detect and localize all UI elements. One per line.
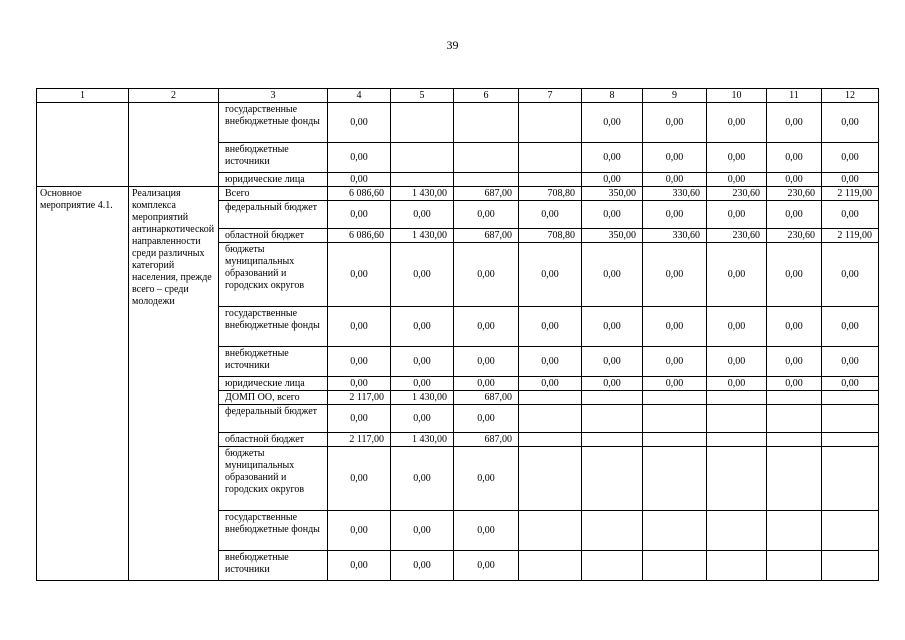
value-cell: 0,00 [454,307,519,347]
value-cell [707,551,767,581]
value-cell: 0,00 [391,201,454,229]
funding-source-cell: внебюджетные источники [219,347,328,377]
value-cell: 0,00 [767,243,822,307]
funding-source-cell: ДОМП ОО, всего [219,391,328,405]
value-cell: 330,60 [643,187,707,201]
value-cell: 1 430,00 [391,229,454,243]
value-cell: 0,00 [519,347,582,377]
value-cell: 230,60 [707,229,767,243]
value-cell: 0,00 [328,405,391,433]
value-cell: 0,00 [643,347,707,377]
value-cell: 0,00 [707,243,767,307]
value-cell: 0,00 [454,405,519,433]
funding-source-cell: юридические лица [219,377,328,391]
value-cell: 2 119,00 [822,229,879,243]
value-cell: 0,00 [707,201,767,229]
value-cell: 0,00 [643,143,707,173]
value-cell: 687,00 [454,433,519,447]
value-cell: 0,00 [643,307,707,347]
table-row [37,103,879,143]
value-cell [391,173,454,187]
value-cell: 0,00 [328,447,391,511]
value-cell: 0,00 [707,347,767,377]
value-cell: 1 430,00 [391,391,454,405]
measure-cell [37,103,129,187]
value-cell: 0,00 [822,143,879,173]
page-number: 39 [446,38,459,52]
value-cell: 0,00 [328,347,391,377]
value-cell: 0,00 [643,243,707,307]
value-cell [643,405,707,433]
funding-source-cell: федеральный бюджет [219,201,328,229]
value-cell: 0,00 [643,201,707,229]
value-cell: 0,00 [707,143,767,173]
funding-source-cell: внебюджетные источники [219,143,328,173]
value-cell: 0,00 [707,307,767,347]
value-cell: 0,00 [822,347,879,377]
funding-source-cell: бюджеты муниципальных образований и городских округов [219,243,328,307]
column-header: 11 [767,89,822,103]
value-cell: 0,00 [822,201,879,229]
value-cell: 230,60 [767,187,822,201]
column-header: 4 [328,89,391,103]
value-cell [519,143,582,173]
value-cell [822,551,879,581]
value-cell [519,173,582,187]
value-cell [454,173,519,187]
value-cell: 708,80 [519,229,582,243]
value-cell: 0,00 [767,307,822,347]
header-row [37,89,879,103]
value-cell: 0,00 [519,201,582,229]
value-cell: 0,00 [328,173,391,187]
value-cell: 0,00 [643,103,707,143]
value-cell [391,143,454,173]
column-header: 2 [129,89,219,103]
column-header: 10 [707,89,767,103]
value-cell [767,391,822,405]
value-cell: 0,00 [328,511,391,551]
value-cell: 1 430,00 [391,433,454,447]
value-cell: 0,00 [391,405,454,433]
value-cell: 0,00 [328,551,391,581]
value-cell [519,103,582,143]
description-cell [129,103,219,187]
funding-source-cell: государственные внебюджетные фонды [219,103,328,143]
funding-source-cell: Всего [219,187,328,201]
value-cell: 0,00 [767,103,822,143]
funding-source-cell: областной бюджет [219,433,328,447]
value-cell [582,405,643,433]
funding-table [36,88,879,581]
value-cell: 0,00 [767,347,822,377]
value-cell [582,511,643,551]
value-cell: 0,00 [582,307,643,347]
value-cell [454,143,519,173]
column-header: 9 [643,89,707,103]
column-header: 7 [519,89,582,103]
value-cell [582,391,643,405]
funding-source-cell: федеральный бюджет [219,405,328,433]
value-cell: 230,60 [767,229,822,243]
value-cell: 0,00 [519,307,582,347]
value-cell: 0,00 [328,377,391,391]
value-cell [519,433,582,447]
value-cell: 0,00 [391,243,454,307]
value-cell [643,511,707,551]
value-cell: 6 086,60 [328,229,391,243]
funding-source-cell: внебюджетные источники [219,551,328,581]
value-cell: 0,00 [454,347,519,377]
value-cell [519,511,582,551]
value-cell: 0,00 [707,173,767,187]
funding-source-cell: областной бюджет [219,229,328,243]
value-cell: 0,00 [454,511,519,551]
value-cell [822,391,879,405]
measure-name-cell: Основное мероприятие 4.1. [37,187,129,581]
value-cell: 0,00 [454,447,519,511]
value-cell: 0,00 [391,347,454,377]
value-cell [582,447,643,511]
value-cell: 2 117,00 [328,433,391,447]
value-cell: 230,60 [707,187,767,201]
column-header: 3 [219,89,328,103]
value-cell: 330,60 [643,229,707,243]
value-cell [519,391,582,405]
value-cell: 687,00 [454,187,519,201]
value-cell: 6 086,60 [328,187,391,201]
value-cell [519,551,582,581]
value-cell [707,405,767,433]
value-cell: 0,00 [707,103,767,143]
value-cell [822,405,879,433]
value-cell: 2 117,00 [328,391,391,405]
value-cell: 0,00 [582,201,643,229]
value-cell: 708,80 [519,187,582,201]
table-row [37,187,879,201]
value-cell: 0,00 [822,243,879,307]
value-cell [582,433,643,447]
value-cell: 350,00 [582,229,643,243]
value-cell [767,447,822,511]
value-cell [767,433,822,447]
value-cell: 687,00 [454,229,519,243]
value-cell: 0,00 [391,377,454,391]
measure-description-cell: Реализация комплекса мероприятий антинаркотической направленности среди различных категорий населения, прежде всего – среди молодежи [129,187,219,581]
value-cell: 0,00 [391,307,454,347]
value-cell [519,447,582,511]
column-header: 8 [582,89,643,103]
value-cell [643,447,707,511]
value-cell: 0,00 [519,377,582,391]
value-cell: 0,00 [454,243,519,307]
value-cell: 0,00 [328,103,391,143]
value-cell: 0,00 [822,103,879,143]
value-cell: 0,00 [391,511,454,551]
value-cell [767,511,822,551]
value-cell: 0,00 [582,103,643,143]
value-cell: 0,00 [822,307,879,347]
column-header: 6 [454,89,519,103]
funding-source-cell: государственные внебюджетные фонды [219,511,328,551]
value-cell: 687,00 [454,391,519,405]
value-cell [767,405,822,433]
value-cell: 0,00 [328,243,391,307]
value-cell [822,433,879,447]
value-cell: 0,00 [643,173,707,187]
value-cell [707,511,767,551]
value-cell: 0,00 [707,377,767,391]
value-cell [707,391,767,405]
value-cell [767,551,822,581]
column-header: 5 [391,89,454,103]
value-cell [519,405,582,433]
value-cell: 350,00 [582,187,643,201]
value-cell: 2 119,00 [822,187,879,201]
value-cell: 0,00 [822,173,879,187]
value-cell: 0,00 [822,377,879,391]
value-cell [707,433,767,447]
value-cell [582,551,643,581]
value-cell: 0,00 [454,201,519,229]
value-cell: 0,00 [767,201,822,229]
value-cell: 1 430,00 [391,187,454,201]
value-cell [643,391,707,405]
value-cell [707,447,767,511]
value-cell: 0,00 [328,143,391,173]
value-cell [391,103,454,143]
column-header: 1 [37,89,129,103]
value-cell [643,551,707,581]
value-cell: 0,00 [582,173,643,187]
value-cell: 0,00 [767,173,822,187]
value-cell: 0,00 [582,143,643,173]
value-cell: 0,00 [391,447,454,511]
value-cell: 0,00 [454,377,519,391]
value-cell [822,447,879,511]
value-cell [454,103,519,143]
value-cell: 0,00 [767,143,822,173]
value-cell [643,433,707,447]
value-cell: 0,00 [328,201,391,229]
column-header: 12 [822,89,879,103]
value-cell: 0,00 [582,243,643,307]
funding-source-cell: юридические лица [219,173,328,187]
value-cell: 0,00 [328,307,391,347]
value-cell: 0,00 [767,377,822,391]
funding-source-cell: государственные внебюджетные фонды [219,307,328,347]
value-cell: 0,00 [519,243,582,307]
value-cell: 0,00 [582,377,643,391]
value-cell: 0,00 [454,551,519,581]
value-cell: 0,00 [391,551,454,581]
funding-source-cell: бюджеты муниципальных образований и городских округов [219,447,328,511]
value-cell [822,511,879,551]
value-cell: 0,00 [582,347,643,377]
value-cell: 0,00 [643,377,707,391]
